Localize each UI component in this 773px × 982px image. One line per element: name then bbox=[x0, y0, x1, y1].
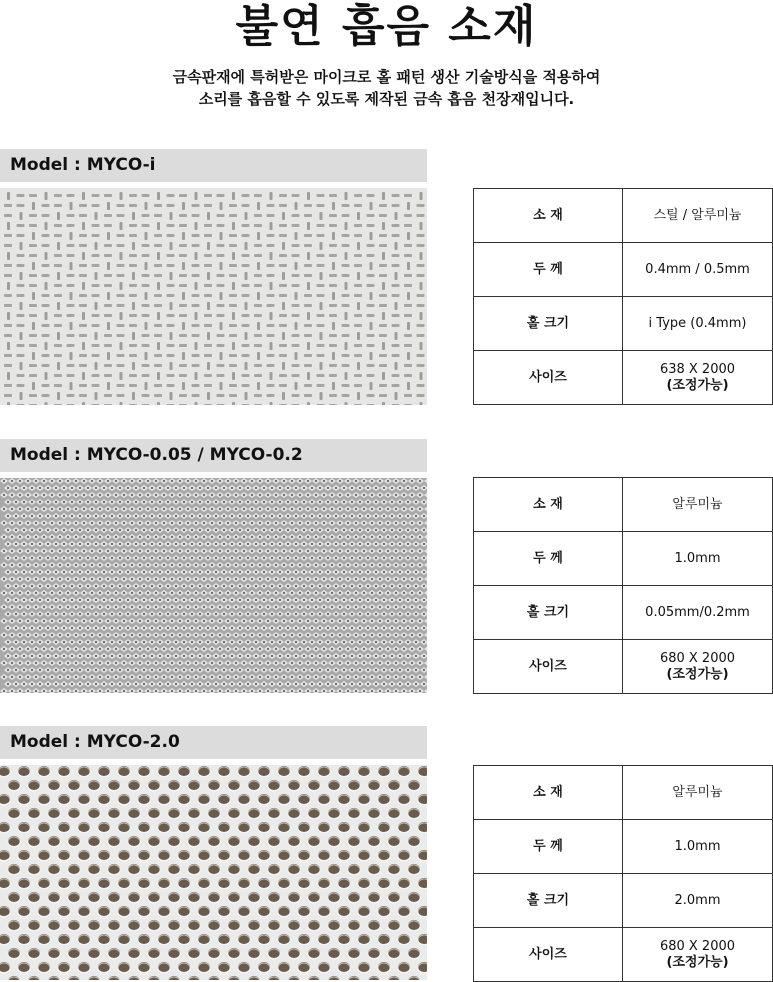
panel-image-myco-i bbox=[0, 188, 427, 405]
micro-hole-pattern-image bbox=[0, 478, 427, 693]
spec-label: 두 께 bbox=[474, 820, 623, 874]
spec-row bbox=[474, 189, 773, 243]
spec-row bbox=[474, 478, 773, 532]
intro-text bbox=[0, 66, 773, 110]
spec-label: 두 께 bbox=[474, 243, 623, 297]
size-note: (조정가능) bbox=[666, 666, 729, 682]
spec-label: 소 재 bbox=[474, 189, 623, 243]
spec-value: 0.4mm / 0.5mm bbox=[623, 243, 773, 297]
spec-value: 2.0mm bbox=[623, 874, 773, 928]
spec-label: 소 재 bbox=[474, 478, 623, 532]
spec-label: 홀 크기 bbox=[474, 297, 623, 351]
size-note: (조정가능) bbox=[666, 954, 729, 970]
spec-row bbox=[474, 640, 773, 694]
panel-image-myco-005-02 bbox=[0, 478, 427, 693]
spec-table-myco-005-02 bbox=[473, 477, 773, 694]
spec-label: 두 께 bbox=[474, 532, 623, 586]
intro-line-2: 소리를 흡음할 수 있도록 제작된 금속 흡음 천장재입니다. bbox=[198, 90, 575, 108]
spec-row bbox=[474, 928, 773, 982]
spec-value: 0.05mm/0.2mm bbox=[623, 586, 773, 640]
size-note: (조정가능) bbox=[666, 377, 729, 393]
spec-value: i Type (0.4mm) bbox=[623, 297, 773, 351]
model-bar-myco-005-02: Model : MYCO-0.05 / MYCO-0.2 bbox=[0, 439, 427, 472]
spec-row bbox=[474, 820, 773, 874]
spec-row bbox=[474, 586, 773, 640]
size-value: 680 X 2000 bbox=[659, 938, 736, 954]
spec-row bbox=[474, 766, 773, 820]
spec-label: 사이즈 bbox=[474, 351, 623, 405]
slot-pattern-image bbox=[0, 188, 427, 405]
spec-table-myco-i bbox=[473, 188, 773, 405]
panel-image-myco-20 bbox=[0, 765, 427, 980]
intro-line-1: 금속판재에 특허받은 마이크로 홀 패턴 생산 기술방식을 적용하여 bbox=[172, 68, 601, 86]
spec-row bbox=[474, 874, 773, 928]
size-value: 638 X 2000 bbox=[659, 361, 736, 377]
spec-label: 사이즈 bbox=[474, 640, 623, 694]
spec-row bbox=[474, 297, 773, 351]
spec-label: 사이즈 bbox=[474, 928, 623, 982]
spec-row bbox=[474, 351, 773, 405]
spec-value bbox=[623, 640, 773, 694]
spec-value: 1.0mm bbox=[623, 532, 773, 586]
spec-label: 소 재 bbox=[474, 766, 623, 820]
page-title: 불연 흡음 소재 bbox=[235, 1, 538, 52]
spec-table-myco-20 bbox=[473, 765, 773, 982]
spec-value bbox=[623, 928, 773, 982]
spec-value: 1.0mm bbox=[623, 820, 773, 874]
spec-value: 스틸 / 알루미늄 bbox=[623, 189, 773, 243]
spec-value: 알루미늄 bbox=[623, 478, 773, 532]
size-value: 680 X 2000 bbox=[659, 650, 736, 666]
spec-value bbox=[623, 351, 773, 405]
spec-label: 홀 크기 bbox=[474, 586, 623, 640]
spec-value: 알루미늄 bbox=[623, 766, 773, 820]
spec-row bbox=[474, 532, 773, 586]
round-hole-pattern-image bbox=[0, 765, 427, 980]
spec-row bbox=[474, 243, 773, 297]
model-bar-myco-i: Model : MYCO-i bbox=[0, 149, 427, 182]
model-bar-myco-20: Model : MYCO-2.0 bbox=[0, 726, 427, 759]
spec-label: 홀 크기 bbox=[474, 874, 623, 928]
